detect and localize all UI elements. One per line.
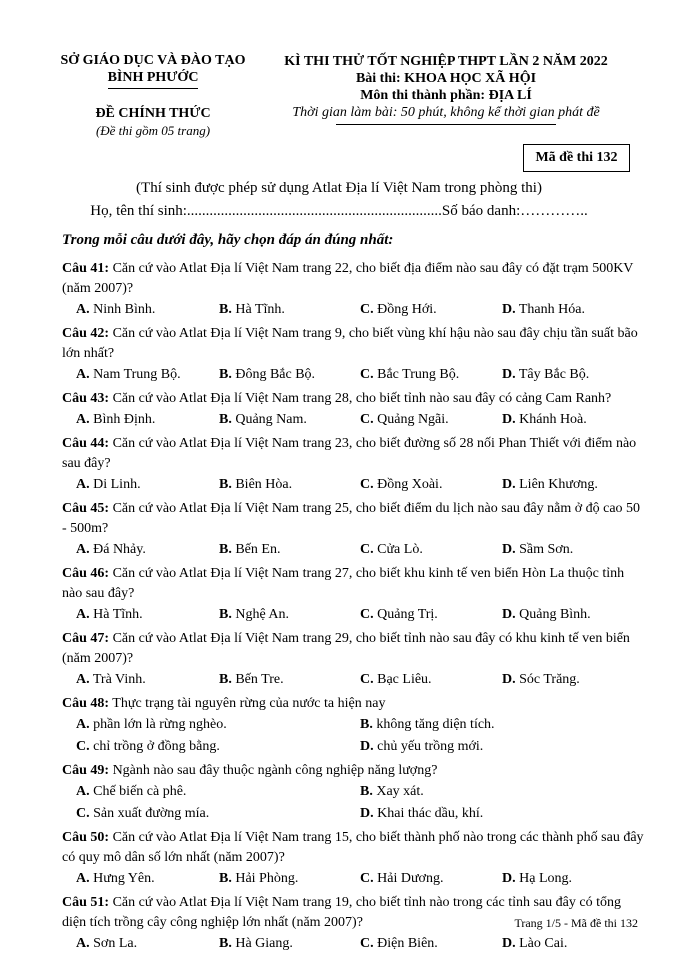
answer-option: [76, 869, 155, 889]
question-body: Căn cứ vào Atlat Địa lí Việt Nam trang 22, cho biết địa điểm nào sau đây có đặt trạm 500KV (năm 2007)?: [62, 261, 634, 296]
answer-option: [360, 410, 449, 430]
answer-option: [502, 934, 567, 954]
option-letter: B.: [219, 477, 232, 492]
option-letter: C.: [360, 367, 374, 382]
option-text: Trà Vinh.: [89, 672, 146, 687]
option-text: Hà Giang.: [231, 936, 293, 951]
answer-option: [219, 365, 315, 385]
province-name: BÌNH PHƯỚC: [108, 69, 199, 89]
option-text: Hải Phòng.: [231, 871, 299, 886]
option-letter: D.: [502, 367, 516, 382]
answer-options-row: [62, 669, 644, 691]
answer-option: [360, 715, 495, 735]
question-body: Căn cứ vào Atlat Địa lí Việt Nam trang 9, cho biết vùng khí hậu nào sau đây chịu tần suất bão lớn nhất?: [62, 326, 638, 361]
answer-option: [502, 605, 591, 625]
option-letter: D.: [502, 412, 516, 427]
answer-options-row: [62, 299, 644, 321]
answer-option: [502, 410, 587, 430]
option-text: không tăng diện tích.: [372, 717, 495, 732]
option-letter: A.: [76, 542, 90, 557]
option-letter: A.: [76, 784, 90, 799]
option-letter: B.: [219, 302, 232, 317]
option-text: Sơn La.: [89, 936, 138, 951]
option-text: Ninh Bình.: [89, 302, 156, 317]
option-letter: D.: [502, 936, 516, 951]
answer-option: [360, 540, 423, 560]
question-text: [62, 629, 644, 669]
answer-option: [219, 869, 298, 889]
answer-options-row: [62, 539, 644, 561]
candidate-line: Họ, tên thí sinh:....................................................................Số báo danh:…………..: [90, 203, 588, 219]
option-letter: C.: [360, 871, 374, 886]
option-text: Điện Biên.: [373, 936, 438, 951]
option-letter: C.: [360, 302, 374, 317]
option-text: Quảng Ngãi.: [373, 412, 449, 427]
question-text: [62, 499, 644, 539]
answer-options-row: [62, 803, 644, 825]
option-letter: A.: [76, 367, 90, 382]
answer-option: [76, 804, 209, 824]
answer-options-row: [62, 868, 644, 890]
option-letter: A.: [76, 871, 90, 886]
answer-option: [502, 475, 598, 495]
answer-option: [76, 300, 155, 320]
option-letter: B.: [219, 871, 232, 886]
question-number: Câu 47:: [62, 631, 110, 646]
official-label: ĐỀ CHÍNH THỨC: [95, 106, 211, 121]
option-letter: D.: [502, 477, 516, 492]
answer-option: [360, 670, 432, 690]
question-body: Căn cứ vào Atlat Địa lí Việt Nam trang 25, cho biết điểm du lịch nào sau đây nằm ở độ cao 50 - 500m?: [62, 501, 641, 536]
question-text: [62, 694, 644, 714]
option-text: Quảng Bình.: [515, 607, 591, 622]
answer-option: [360, 869, 443, 889]
department-name: SỞ GIÁO DỤC VÀ ĐÀO TẠO: [60, 53, 246, 68]
answer-option: [360, 934, 438, 954]
option-letter: C.: [360, 412, 374, 427]
answer-option: [219, 934, 293, 954]
question-number: Câu 51:: [62, 895, 110, 910]
question-body: Căn cứ vào Atlat Địa lí Việt Nam trang 23, cho biết đường số 28 nối Phan Thiết với điểm nào sau đây?: [62, 436, 637, 471]
answer-options-row: [62, 781, 644, 803]
question-number: Câu 48:: [62, 696, 110, 711]
answer-options-row: [62, 604, 644, 626]
option-letter: C.: [360, 477, 374, 492]
option-letter: A.: [76, 936, 90, 951]
option-letter: B.: [219, 412, 232, 427]
option-letter: B.: [219, 542, 232, 557]
answer-option: [76, 365, 181, 385]
answer-options-row: [62, 933, 644, 955]
answer-options-row: [62, 364, 644, 386]
option-letter: C.: [360, 542, 374, 557]
question-number: Câu 44:: [62, 436, 110, 451]
answer-option: [360, 804, 483, 824]
option-text: Đồng Hới.: [373, 302, 437, 317]
exam-title: KÌ THI THỬ TỐT NGHIỆP THPT LẦN 2 NĂM 2022: [284, 54, 608, 69]
question-body: Căn cứ vào Atlat Địa lí Việt Nam trang 27, cho biết khu kinh tế ven biển Hòn La thuộc tỉnh nào sau đây?: [62, 566, 625, 601]
option-text: Đông Bắc Bộ.: [231, 367, 316, 382]
option-text: Hà Tĩnh.: [89, 607, 143, 622]
answer-option: [219, 540, 280, 560]
answer-option: [219, 300, 285, 320]
question-text: [62, 259, 644, 299]
answer-option: [360, 475, 442, 495]
option-letter: A.: [76, 412, 90, 427]
option-letter: C.: [360, 672, 374, 687]
option-letter: A.: [76, 302, 90, 317]
option-text: Liên Khương.: [515, 477, 598, 492]
question-list: [62, 256, 644, 955]
time-note: Thời gian làm bài: 50 phút, không kể thời gian phát đề: [292, 105, 600, 120]
answer-option: [76, 737, 220, 757]
option-text: Di Linh.: [89, 477, 141, 492]
answer-option: [360, 737, 483, 757]
question-number: Câu 43:: [62, 391, 110, 406]
option-text: Đá Nhảy.: [89, 542, 146, 557]
answer-option: [219, 670, 284, 690]
option-text: Thanh Hóa.: [515, 302, 585, 317]
option-letter: B.: [219, 367, 232, 382]
option-letter: A.: [76, 477, 90, 492]
option-letter: D.: [502, 871, 516, 886]
question-text: [62, 434, 644, 474]
answer-option: [219, 475, 292, 495]
question-body: Căn cứ vào Atlat Địa lí Việt Nam trang 15, cho biết thành phố nào trong các thành phố sau đây có quy mô dân số lớn nhất (năm 2007)?: [62, 830, 644, 865]
question-text: [62, 324, 644, 364]
option-text: Xay xát.: [372, 784, 424, 799]
exam-subject: Bài thi: KHOA HỌC XÃ HỘI: [355, 71, 537, 86]
option-text: Hạ Long.: [515, 871, 573, 886]
question-number: Câu 46:: [62, 566, 110, 581]
option-text: chủ yếu trồng mới.: [373, 739, 484, 754]
option-text: Quảng Nam.: [231, 412, 307, 427]
answer-option: [76, 670, 146, 690]
option-letter: D.: [502, 302, 516, 317]
header-rule: [336, 124, 556, 125]
question-body: Căn cứ vào Atlat Địa lí Việt Nam trang 19, cho biết tỉnh nào trong các tỉnh sau đây có tổng diện tích trồng cây công nghiệp lớn nhất (năm 2007)?: [62, 895, 621, 930]
question-number: Câu 42:: [62, 326, 110, 341]
option-letter: B.: [360, 784, 373, 799]
option-text: Đồng Xoài.: [373, 477, 443, 492]
option-text: Hưng Yên.: [89, 871, 155, 886]
option-text: Nghệ An.: [231, 607, 290, 622]
option-text: Sản xuất đường mía.: [89, 806, 210, 821]
option-text: Lào Cai.: [515, 936, 568, 951]
instruction: Trong mỗi câu dưới đây, hãy chọn đáp án đúng nhất:: [62, 232, 394, 248]
option-letter: C.: [76, 739, 90, 754]
answer-option: [360, 300, 437, 320]
option-text: Khánh Hoà.: [515, 412, 587, 427]
option-text: Bắc Trung Bộ.: [373, 367, 460, 382]
option-text: Bến Tre.: [231, 672, 284, 687]
answer-option: [76, 475, 141, 495]
question-text: [62, 389, 644, 409]
answer-option: [76, 410, 155, 430]
option-text: Bến En.: [231, 542, 281, 557]
option-text: chỉ trồng ở đồng bằng.: [89, 739, 220, 754]
exam-component: Môn thi thành phần: ĐỊA LÍ: [360, 88, 532, 103]
answer-options-row: [62, 474, 644, 496]
option-text: phần lớn là rừng nghèo.: [89, 717, 227, 732]
answer-options-row: [62, 714, 644, 736]
atlas-note: (Thí sinh được phép sử dụng Atlat Địa lí Việt Nam trong phòng thi): [136, 180, 542, 196]
exam-code-box: Mã đề thi 132: [523, 144, 630, 172]
option-letter: A.: [76, 717, 90, 732]
question-text: [62, 761, 644, 781]
page-footer: Trang 1/5 - Mã đề thi 132: [514, 916, 638, 930]
answer-option: [502, 365, 589, 385]
question-body: Ngành nào sau đây thuộc ngành công nghiệp năng lượng?: [109, 763, 438, 778]
answer-option: [76, 715, 227, 735]
option-letter: D.: [502, 607, 516, 622]
option-text: Bình Định.: [89, 412, 156, 427]
official-block: [48, 105, 258, 139]
question-number: Câu 45:: [62, 501, 110, 516]
answer-option: [502, 869, 572, 889]
school-department: [48, 52, 258, 89]
question-body: Căn cứ vào Atlat Địa lí Việt Nam trang 28, cho biết tỉnh nào sau đây có cảng Cam Ranh?: [109, 391, 612, 406]
option-letter: A.: [76, 607, 90, 622]
option-letter: B.: [360, 717, 373, 732]
option-text: Hải Dương.: [373, 871, 444, 886]
answer-option: [502, 670, 580, 690]
answer-options-row: [62, 736, 644, 758]
answer-option: [360, 782, 424, 802]
option-text: Khai thác dầu, khí.: [373, 806, 484, 821]
option-text: Quảng Trị.: [373, 607, 438, 622]
option-letter: D.: [360, 739, 374, 754]
option-text: Sóc Trăng.: [515, 672, 580, 687]
answer-option: [76, 934, 137, 954]
option-letter: A.: [76, 672, 90, 687]
answer-option: [502, 300, 585, 320]
option-text: Sầm Sơn.: [515, 542, 574, 557]
answer-option: [219, 410, 307, 430]
option-letter: D.: [502, 542, 516, 557]
question-number: Câu 49:: [62, 763, 110, 778]
exam-header: [272, 53, 620, 125]
answer-option: [76, 605, 143, 625]
option-letter: D.: [360, 806, 374, 821]
answer-option: [219, 605, 289, 625]
option-letter: C.: [360, 607, 374, 622]
question-number: Câu 50:: [62, 830, 110, 845]
pages-note: (Đề thi gồm 05 trang): [95, 123, 211, 138]
question-number: Câu 41:: [62, 261, 110, 276]
option-text: Hà Tĩnh.: [231, 302, 285, 317]
option-letter: B.: [219, 672, 232, 687]
answer-option: [360, 605, 438, 625]
option-letter: D.: [502, 672, 516, 687]
question-body: Thực trạng tài nguyên rừng của nước ta hiện nay: [109, 696, 386, 711]
option-letter: C.: [76, 806, 90, 821]
question-text: [62, 828, 644, 868]
option-text: Tây Bắc Bộ.: [515, 367, 590, 382]
option-text: Nam Trung Bộ.: [89, 367, 181, 382]
question-text: [62, 564, 644, 604]
option-letter: B.: [219, 607, 232, 622]
answer-option: [76, 540, 146, 560]
question-body: Căn cứ vào Atlat Địa lí Việt Nam trang 29, cho biết tỉnh nào sau đây có khu kinh tế ven biển (năm 2007)?: [62, 631, 630, 666]
option-letter: B.: [219, 936, 232, 951]
answer-options-row: [62, 409, 644, 431]
answer-option: [502, 540, 573, 560]
option-text: Biên Hòa.: [231, 477, 293, 492]
option-text: Chế biến cà phê.: [89, 784, 187, 799]
option-text: Bạc Liêu.: [373, 672, 432, 687]
answer-option: [360, 365, 459, 385]
answer-option: [76, 782, 186, 802]
option-text: Cửa Lò.: [373, 542, 423, 557]
option-letter: C.: [360, 936, 374, 951]
